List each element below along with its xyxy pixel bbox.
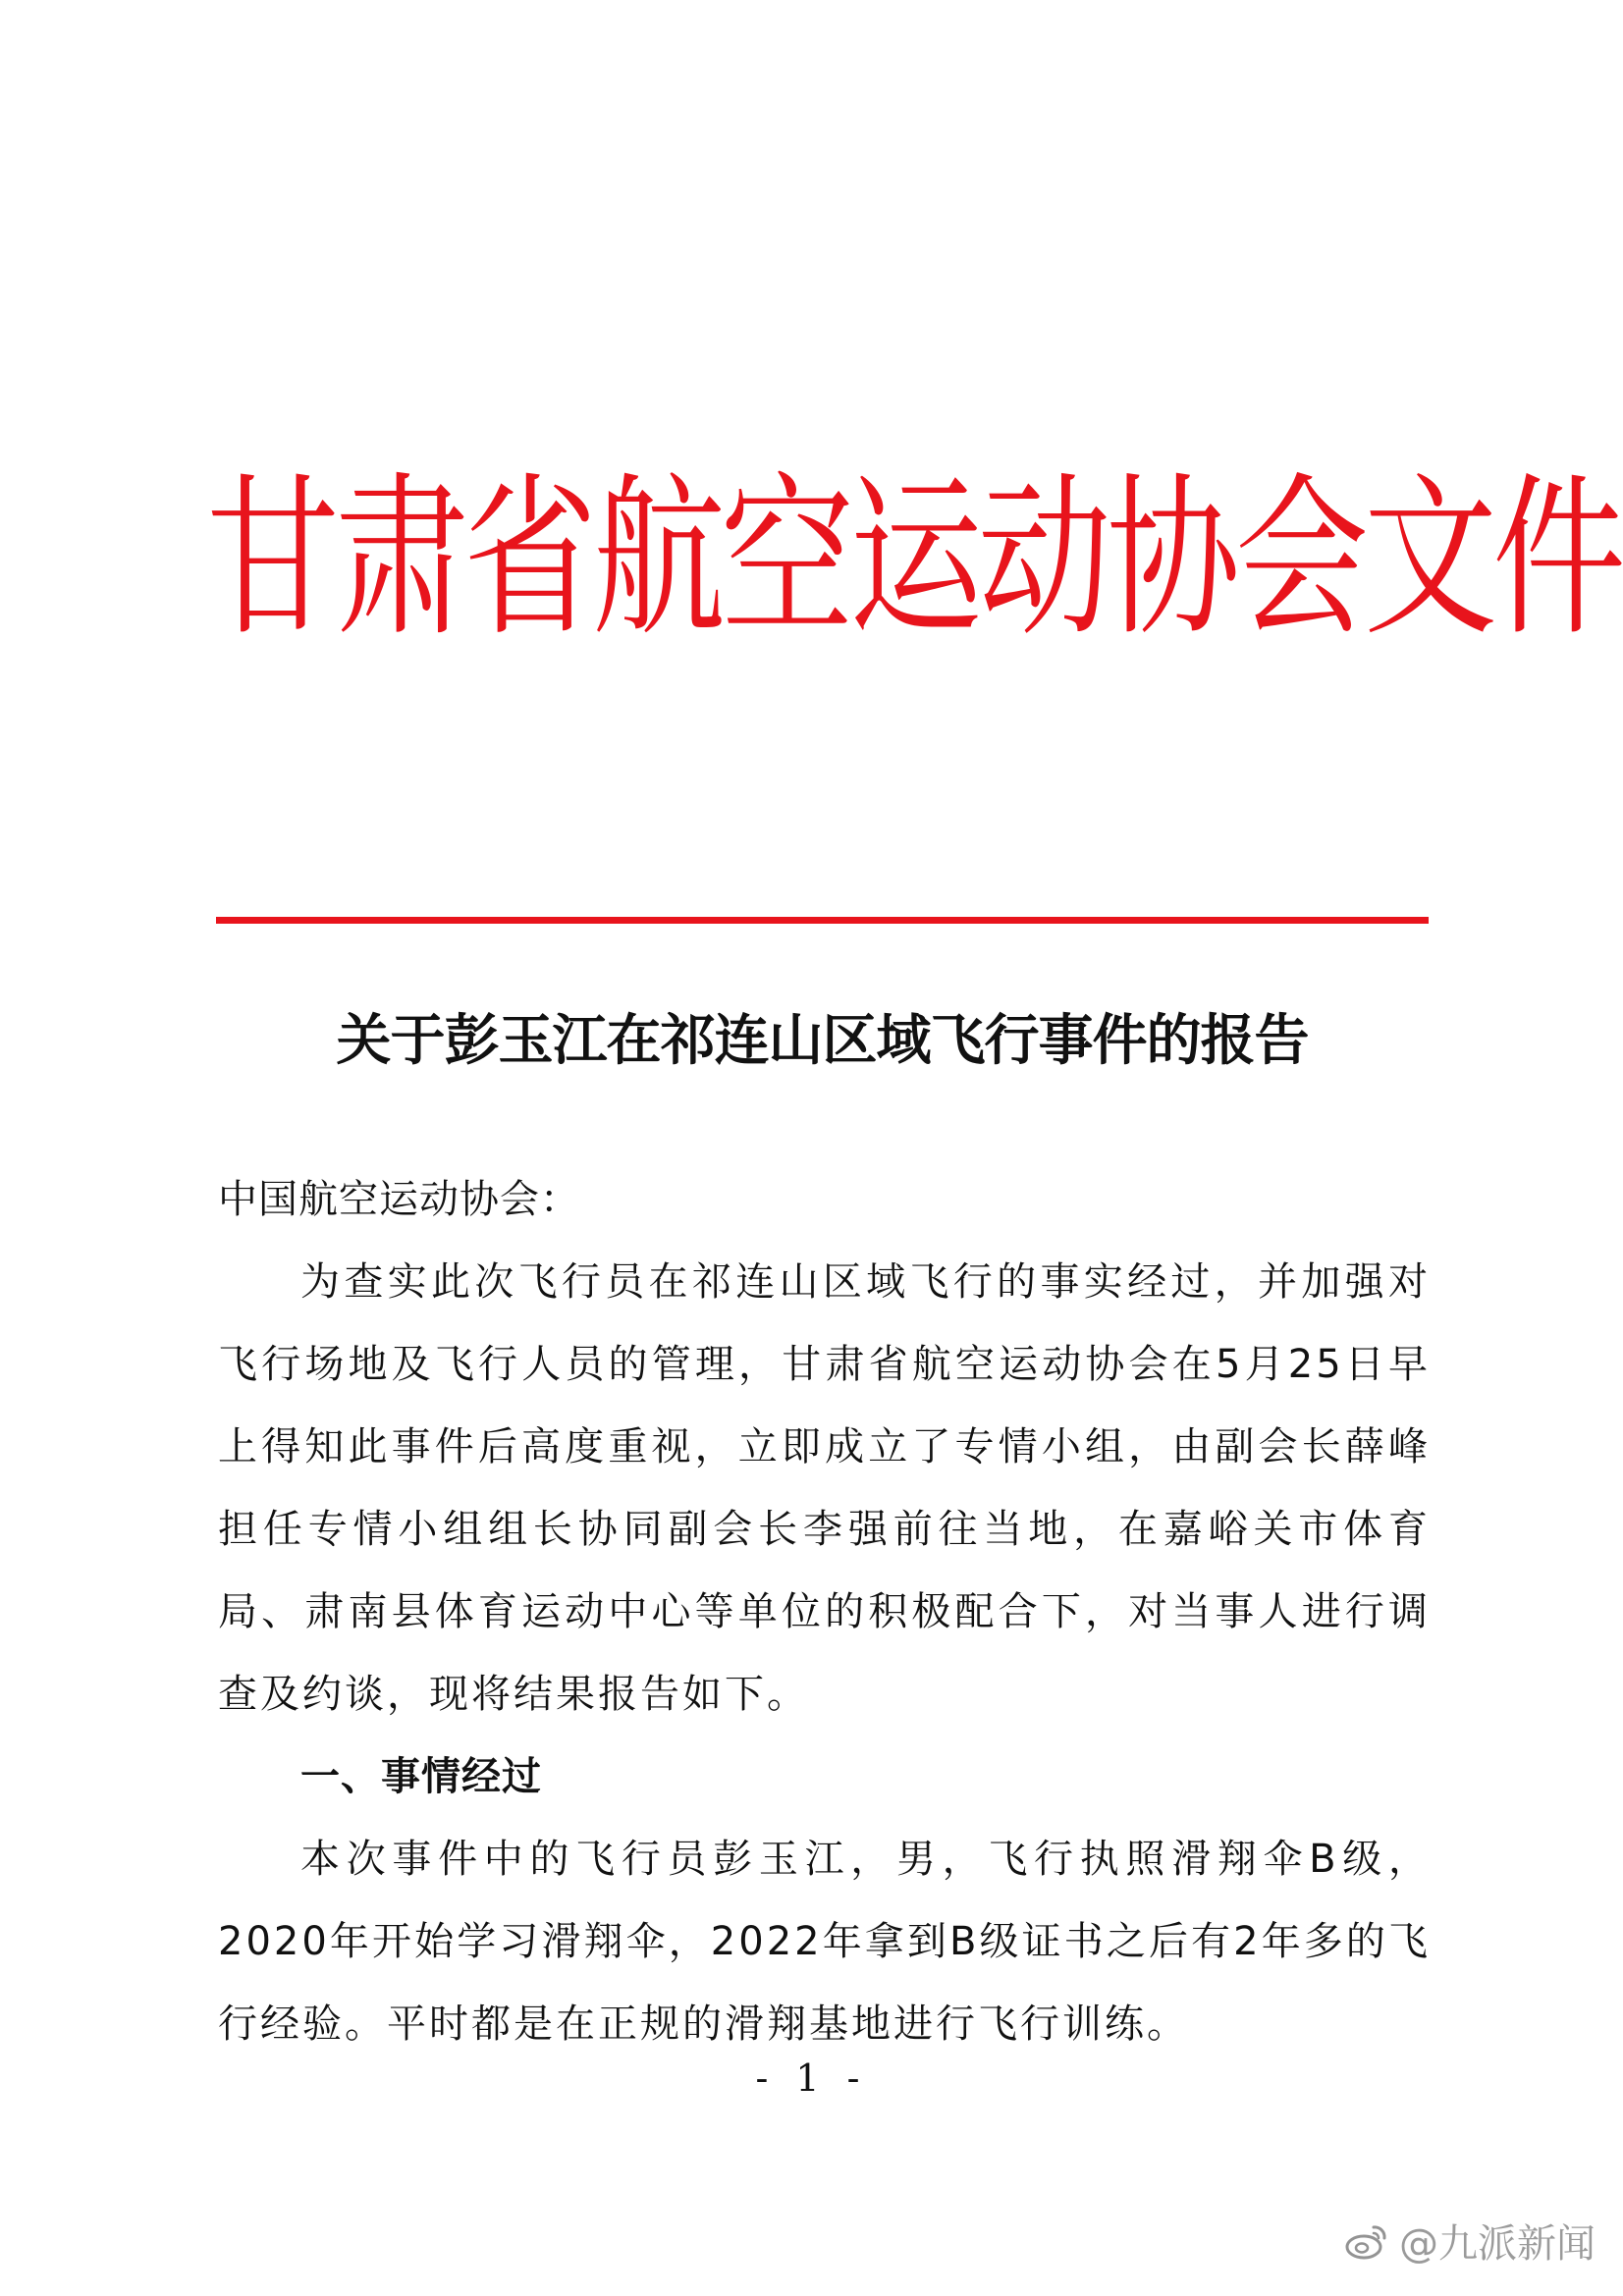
watermark xyxy=(1344,2213,1596,2269)
weibo-icon xyxy=(1344,2221,1389,2261)
masthead: 甘肃省航空运动协会文件 xyxy=(206,458,1621,661)
salutation: 中国航空运动协会： xyxy=(218,1177,580,1222)
red-divider-line xyxy=(216,917,1429,924)
body-paragraph: 为查实此次飞行员在祁连山区域飞行的事实经过，并加强对飞行场地及飞行人员的管理，甘肃省航空运动协会在5月25日早上得知此事件后高度重视，立即成立了专情小组，由副会长薛峰担任专情小组组长协同副会长李强前往当地，在嘉峪关市体育局、肃南县体育运动中心等单位的积极配合下，对当事人进行调查及约谈，现将结果报告如下。 xyxy=(218,1259,1431,1717)
watermark-text: @九派新闻 xyxy=(1399,2221,1596,2267)
document-title: 关于彭玉江在祁连山区域飞行事件的报告 xyxy=(336,1008,1309,1073)
section-paragraph: 本次事件中的飞行员彭玉江，男，飞行执照滑翔伞B级，2020年开始学习滑翔伞，2022年拿到B级证书之后有2年多的飞行经验。平时都是在正规的滑翔基地进行飞行训练。 xyxy=(218,1837,1431,2047)
section-heading: 一、事情经过 xyxy=(300,1754,542,1799)
document-body xyxy=(218,1158,1431,2065)
page-number: - 1 - xyxy=(755,2056,868,2100)
